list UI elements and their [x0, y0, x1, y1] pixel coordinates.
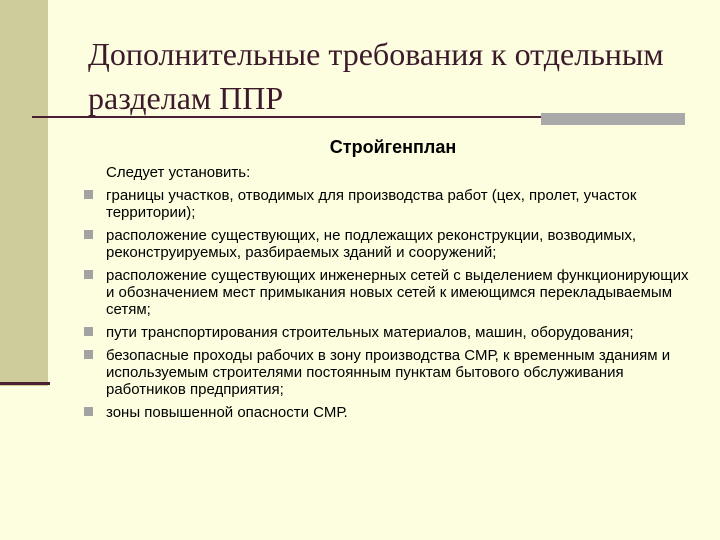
- list-item: [84, 187, 694, 221]
- square-bullet-icon: [84, 407, 93, 416]
- list-item-text: пути транспортирования строительных материалов, машин, оборудования;: [106, 324, 634, 341]
- slide-content: [84, 136, 694, 427]
- list-item: [84, 324, 694, 341]
- list-item: [84, 267, 694, 318]
- list-item: [84, 347, 694, 398]
- title-divider: [32, 116, 542, 118]
- slide-subtitle: Стройгенплан: [329, 137, 457, 157]
- side-decor-line: [0, 382, 50, 385]
- square-bullet-icon: [84, 327, 93, 336]
- square-bullet-icon: [84, 190, 93, 199]
- square-bullet-icon: [84, 230, 93, 239]
- list-item: [84, 404, 694, 421]
- square-bullet-icon: [84, 270, 93, 279]
- square-bullet-icon: [84, 350, 93, 359]
- list-item: [84, 227, 694, 261]
- side-decor-bar: [0, 0, 48, 386]
- list-item-text: расположение существующих инженерных сетей с выделением функционирующих и обозначением мест примыкания новых сетей к имеющимся перекладываемым сетям;: [106, 267, 689, 318]
- list-item-text: расположение существующих, не подлежащих реконструкции, возводимых, реконструируемых, разбираемых зданий и сооружений;: [106, 227, 637, 261]
- bullet-list: [84, 187, 694, 421]
- intro-text: Следует установить:: [106, 164, 251, 181]
- slide-title: Дополнительные требования к отдельным разделам ППР: [88, 36, 664, 116]
- list-item-text: зоны повышенной опасности СМР.: [106, 404, 348, 421]
- title-divider-block: [541, 113, 685, 125]
- list-item-text: границы участков, отводимых для производства работ (цех, пролет, участок территории);: [106, 187, 637, 221]
- list-item-text: безопасные проходы рабочих в зону производства СМР, к временным зданиям и используемым строителями постоянным пунктам бытового обслуживания работников предприятия;: [106, 347, 671, 398]
